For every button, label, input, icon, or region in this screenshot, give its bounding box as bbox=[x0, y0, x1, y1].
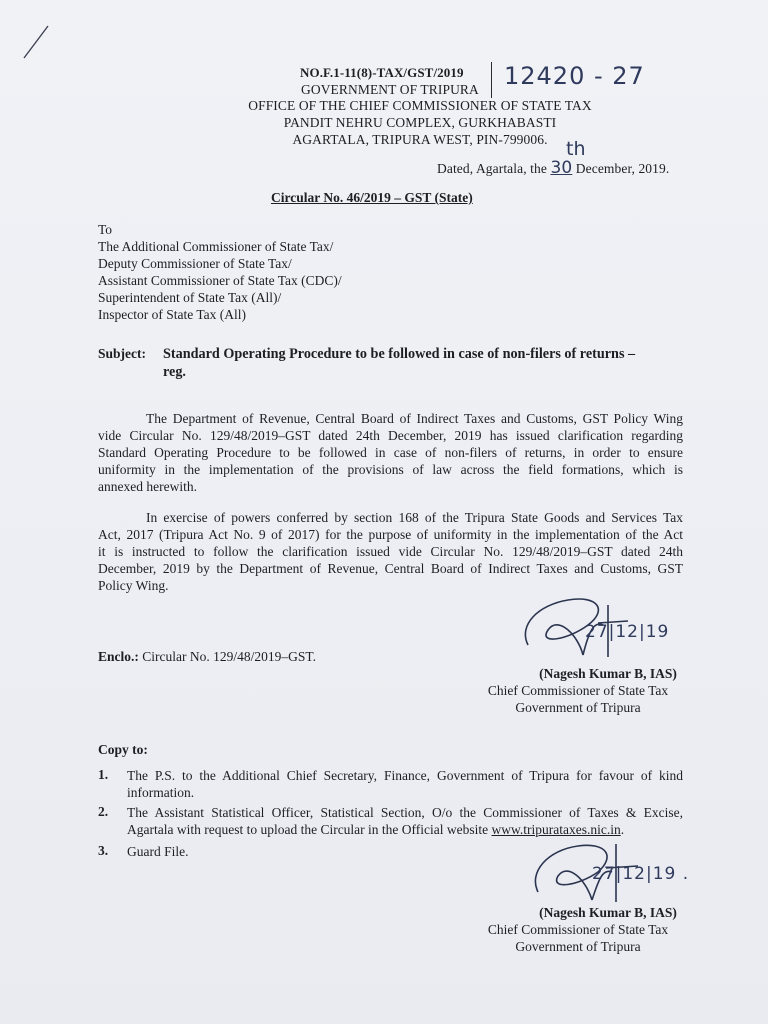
copy-item-line: Guard File. bbox=[127, 844, 189, 859]
copy-item-line: The Assistant Statistical Officer, Statistical Section, O/o the Commissioner of Taxes & Excise, bbox=[127, 805, 683, 820]
recipient-line: Assistant Commissioner of State Tax (CDC)/ bbox=[98, 273, 342, 288]
paragraph-line: Standard Operating Procedure to be followed in case of non-filers of returns, in order to ensure bbox=[98, 445, 683, 460]
paragraph-line: it is instructed to follow the clarification issued vide Circular No. 129/48/2019–GST dated 24th bbox=[98, 544, 683, 559]
paragraph-line: Policy Wing. bbox=[98, 578, 169, 593]
recipient-line: Deputy Commissioner of State Tax/ bbox=[98, 256, 292, 271]
paragraph-2 bbox=[98, 509, 683, 594]
signatory-title: Chief Commissioner of State Tax bbox=[487, 683, 669, 698]
corner-pen-mark bbox=[22, 22, 52, 62]
recipient-line: Inspector of State Tax (All) bbox=[98, 307, 247, 322]
reference-divider bbox=[491, 62, 492, 98]
enclosure-line bbox=[98, 648, 316, 665]
copy-item-number: 2. bbox=[98, 804, 109, 819]
paragraph-line: annexed herewith. bbox=[98, 479, 197, 494]
to-label: To bbox=[98, 222, 113, 237]
enclosure-text: Circular No. 129/48/2019–GST. bbox=[142, 649, 316, 664]
dated-line bbox=[437, 160, 669, 177]
copy-item-number: 1. bbox=[98, 767, 109, 782]
subject-label: Subject: bbox=[98, 346, 146, 361]
office-name: OFFICE OF THE CHIEF COMMISSIONER OF STATE TAX bbox=[248, 98, 592, 113]
dated-rest: December, 2019. bbox=[575, 161, 670, 176]
recipient-line: Superintendent of State Tax (All)/ bbox=[98, 290, 282, 305]
copy-item-1 bbox=[127, 767, 683, 801]
signatory-title: Chief Commissioner of State Tax bbox=[487, 922, 669, 937]
website-link[interactable]: www.tripurataxes.nic.in bbox=[491, 822, 621, 837]
paragraph-line: Act, 2017 (Tripura Act No. 9 of 2017) for the purpose of uniformity in the implementation of the Act bbox=[98, 527, 683, 542]
paragraph-line: In exercise of powers conferred by section 168 of the Tripura State Goods and Services Tax bbox=[146, 510, 683, 525]
dated-prefix: Dated, Agartala, the bbox=[437, 161, 547, 176]
dated-day-hand: 30 bbox=[550, 158, 573, 178]
paragraph-line: vide Circular No. 129/48/2019–GST dated 24th December, 2019 has issued clarification regarding bbox=[98, 428, 683, 443]
handwritten-number: 12420 - 27 bbox=[504, 62, 645, 90]
address-line-2: AGARTALA, TRIPURA WEST, PIN-799006. bbox=[292, 132, 548, 147]
copy-item-text: . bbox=[620, 822, 625, 837]
copy-item-line: The P.S. to the Additional Chief Secretary, Finance, Government of Tripura for favour of kind bbox=[127, 768, 683, 783]
subject-text bbox=[163, 345, 688, 381]
reference-number: NO.F.1-11(8)-TAX/GST/2019 bbox=[300, 65, 464, 80]
copy-to-label: Copy to: bbox=[98, 742, 148, 757]
recipient-line: The Additional Commissioner of State Tax/ bbox=[98, 239, 334, 254]
copy-item-number: 3. bbox=[98, 843, 109, 858]
address-line-1: PANDIT NEHRU COMPLEX, GURKHABASTI bbox=[283, 115, 557, 130]
recipients-block bbox=[98, 221, 498, 323]
signatory-org: Government of Tripura bbox=[515, 939, 641, 954]
paragraph-1 bbox=[98, 410, 683, 495]
signatory-name: (Nagesh Kumar B, IAS) bbox=[539, 905, 677, 920]
paragraph-line: The Department of Revenue, Central Board of Indirect Taxes and Customs, GST Policy Wing bbox=[146, 411, 683, 426]
signature-date-2: 27|12|19 . bbox=[592, 864, 690, 884]
signature-block-2 bbox=[468, 904, 688, 955]
signatory-org: Government of Tripura bbox=[515, 700, 641, 715]
copy-item-text: Agartala with request to upload the Circular in the Official website bbox=[127, 822, 492, 837]
copy-item-line: information. bbox=[127, 785, 195, 800]
subject-line-2: reg. bbox=[163, 364, 186, 380]
dated-suffix-hand: th bbox=[566, 138, 586, 160]
subject-line-1: Standard Operating Procedure to be followed in case of non-filers of returns – bbox=[163, 346, 636, 362]
paragraph-line: uniformity in the implementation of the provisions of law across the field formations, which is bbox=[98, 462, 683, 477]
paragraph-line: December, 2019 by the Department of Revenue, Central Board of Indirect Taxes and Customs, GST bbox=[98, 561, 683, 576]
government-name: GOVERNMENT OF TRIPURA bbox=[301, 82, 479, 97]
signature-block-1 bbox=[468, 665, 688, 716]
enclosure-label: Enclo.: bbox=[98, 649, 139, 664]
signature-date-1: 27|12|19 bbox=[585, 622, 670, 642]
circular-title: Circular No. 46/2019 – GST (State) bbox=[271, 190, 473, 205]
signatory-name: (Nagesh Kumar B, IAS) bbox=[539, 666, 677, 681]
